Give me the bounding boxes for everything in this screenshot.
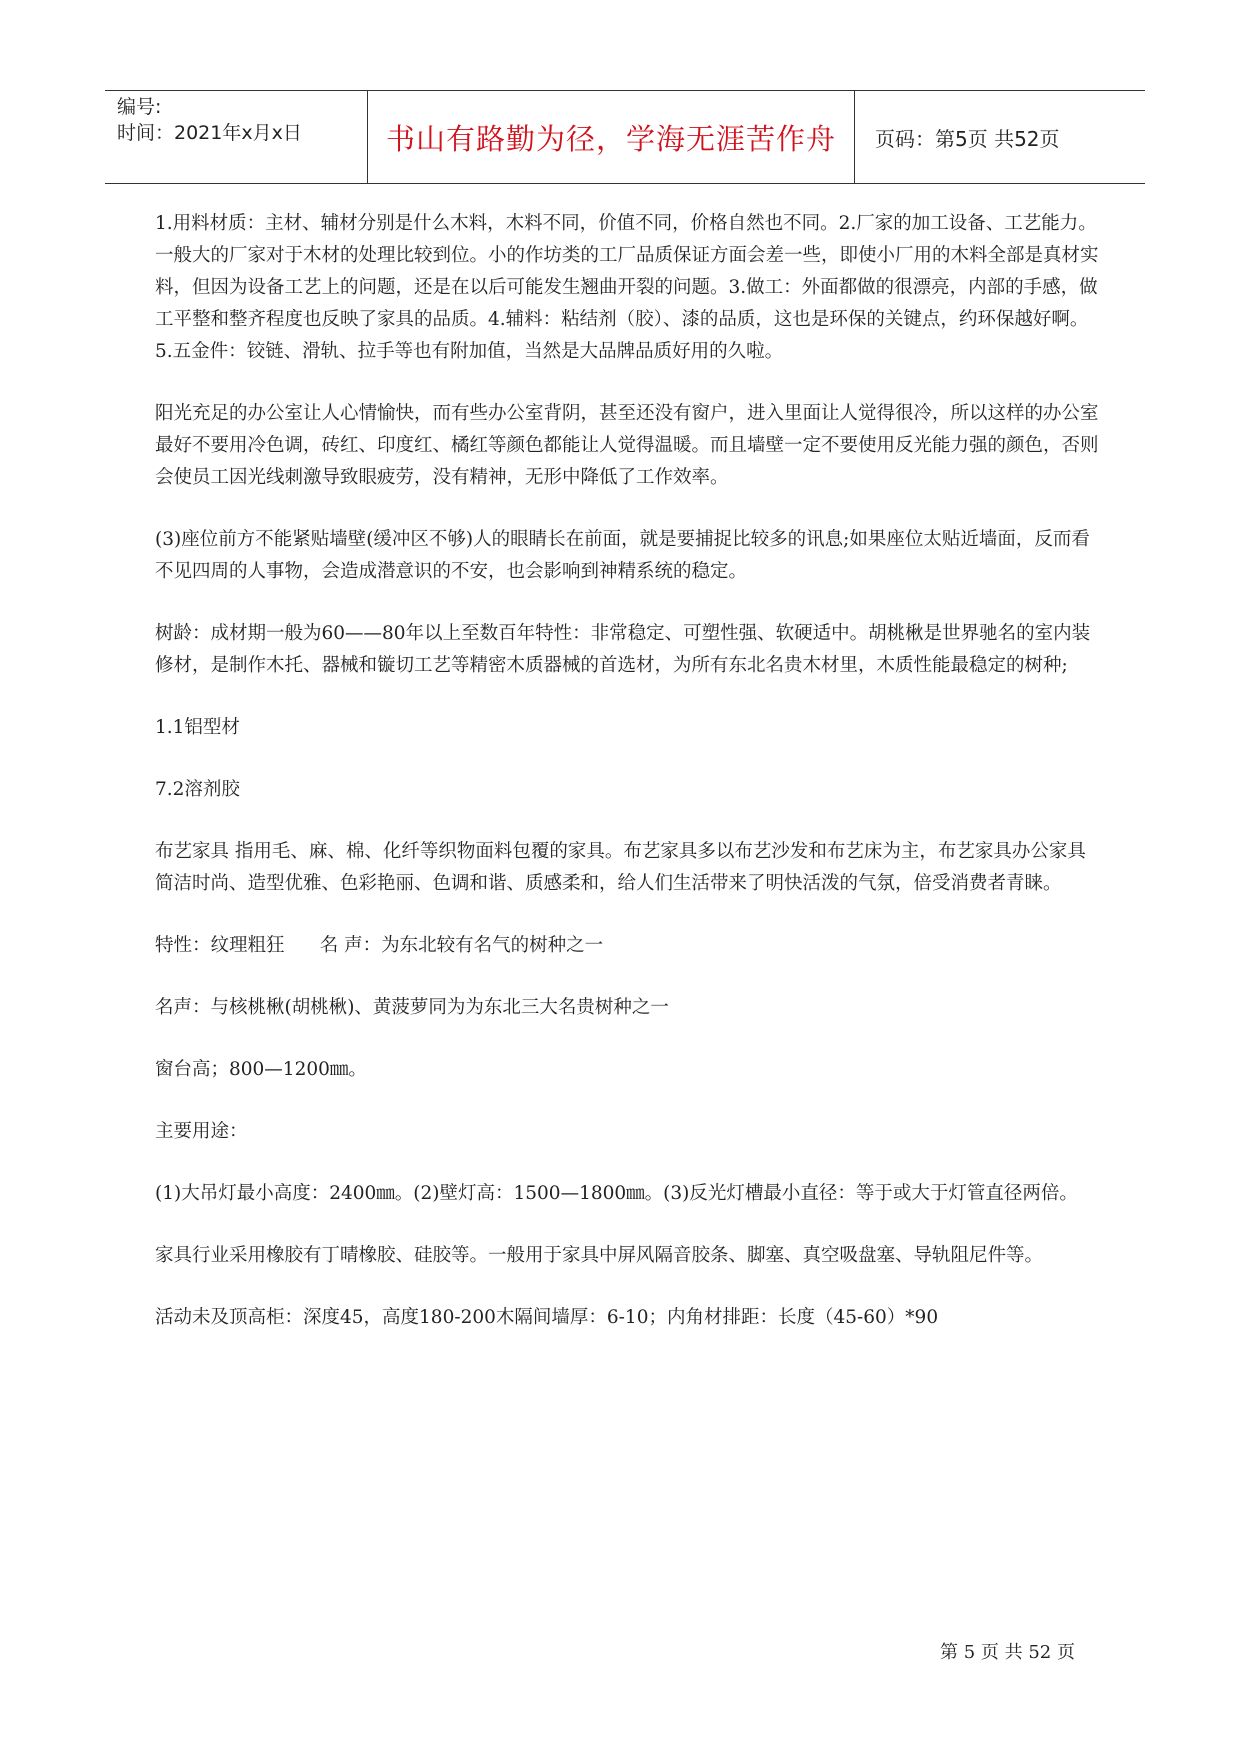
paragraph: 家具行业采用橡胶有丁晴橡胶、硅胶等。一般用于家具中屏风隔音胶条、脚塞、真空吸盘塞、导轨阻尼件等。: [155, 1245, 1044, 1266]
paragraph: 窗台高；800—1200㎜。: [155, 1059, 367, 1080]
paragraph: 名声：与核桃楸(胡桃楸)、黄菠萝同为为东北三大名贵树种之一: [155, 997, 669, 1018]
paragraph: 主要用途：: [155, 1121, 248, 1142]
paragraph: 7.2溶剂胶: [155, 779, 240, 800]
paragraph: 布艺家具 指用毛、麻、棉、化纤等织物面料包覆的家具。布艺家具多以布艺沙发和布艺床为主，布艺家具办公家具简洁时尚、造型优雅、色彩艳丽、色调和谐、质感柔和，给人们生活带来了明快活泼的气氛，倍受消费者青睐。: [155, 841, 1086, 894]
document-number-label: 编号:: [117, 96, 162, 118]
paragraph: 阳光充足的办公室让人心情愉快，而有些办公室背阴，甚至还没有窗户，进入里面让人觉得很冷，所以这样的办公室最好不要用冷色调，砖红、印度红、橘红等颜色都能让人觉得温暖。而且墙壁一定不要使用反光能力强的颜色，否则会使员工因光线刺激导致眼疲劳，没有精神，无形中降低了工作效率。: [155, 403, 1099, 488]
paragraph: 树龄：成材期一般为60——80年以上至数百年特性：非常稳定、可塑性强、软硬适中。胡桃楸是世界驰名的室内装修材，是制作木托、器械和镟切工艺等精密木质器械的首选材，为所有东北名贵木材里，木质性能最稳定的树种;: [155, 623, 1091, 676]
header-meta: [117, 91, 367, 186]
paragraph: 1.用料材质：主材、辅材分别是什么木料，木料不同，价值不同，价格自然也不同。2.厂家的加工设备、工艺能力。一般大的厂家对于木材的处理比较到位。小的作坊类的工厂品质保证方面会差一些，即使小厂用的木料全部是真材实料，但因为设备工艺上的问题，还是在以后可能发生翘曲开裂的问题。3.做工：外面都做的很漂亮，内部的手感，做工平整和整齐程度也反映了家具的品质。4.辅料：粘结剂（胶）、漆的品质，这也是环保的关键点，约环保越好啊。5.五金件：铰链、滑轨、拉手等也有附加值，当然是大品牌品质好用的久啦。: [155, 213, 1099, 362]
document-date: 时间：2021年x月x日: [117, 122, 302, 144]
header-motto-cell: [367, 91, 855, 183]
paragraph: 特性：纹理粗狂 名 声：为东北较有名气的树种之一: [155, 935, 604, 956]
document-header: [105, 90, 1145, 184]
paragraph: 活动未及顶高柜：深度45，高度180-200木隔间墙厚：6-10；内角材排距：长度（45-60）*90: [155, 1307, 939, 1328]
header-motto: 书山有路勤为径，学海无涯苦作舟: [385, 121, 836, 156]
paragraph: (1)大吊灯最小高度：2400㎜。(2)壁灯高：1500—1800㎜。(3)反光灯槽最小直径：等于或大于灯管直径两倍。: [155, 1183, 1078, 1204]
paragraph: (3)座位前方不能紧贴墙壁(缓冲区不够)人的眼睛长在前面，就是要捕捉比较多的讯息;如果座位太贴近墙面，反而看不见四周的人事物，会造成潜意识的不安，也会影响到神精系统的稳定。: [155, 529, 1090, 582]
paragraph: 1.1铝型材: [155, 717, 240, 738]
document-body: [155, 208, 1100, 1364]
header-page-info: 页码：第5页 共52页: [875, 126, 1060, 151]
page-footer: 第 5 页 共 52 页: [940, 1642, 1075, 1663]
